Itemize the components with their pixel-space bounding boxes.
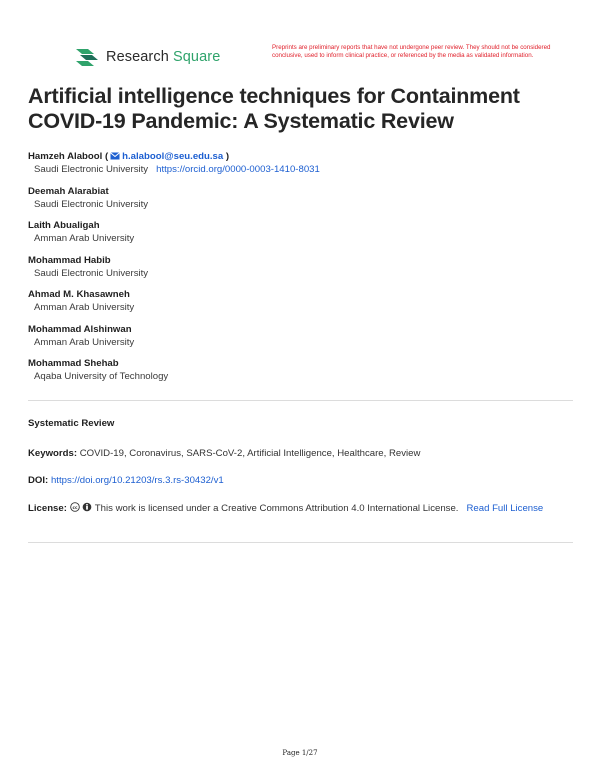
svg-text:cc: cc	[72, 504, 78, 510]
article-type: Systematic Review	[28, 418, 115, 429]
read-full-license-link[interactable]: Read Full License	[466, 503, 544, 514]
email-open-paren: (	[104, 151, 109, 162]
affiliation-text: Saudi Electronic University	[34, 164, 149, 175]
logo-wordmark	[106, 49, 220, 65]
author-email-link[interactable]: h.alabool@seu.edu.sa	[122, 151, 224, 162]
license-label: License:	[28, 503, 67, 514]
author-affiliation: Saudi Electronic University	[34, 267, 149, 279]
research-square-logo[interactable]	[74, 46, 220, 68]
author-name	[28, 150, 578, 163]
keywords-row	[28, 446, 573, 462]
author-affiliation: Aqaba University of Technology	[34, 371, 169, 382]
preprint-notice: Preprints are preliminary reports that have not undergone peer review. They should not be considered conclusive, used to inform clinical practice, or referenced by the media as validated information.	[272, 44, 551, 59]
page-header	[74, 44, 574, 78]
logo-word-research: Research	[106, 49, 169, 65]
envelope-icon	[110, 152, 120, 160]
creative-commons-icon	[70, 502, 80, 512]
author-affiliation: Amman Arab University	[34, 336, 135, 348]
keywords-label: Keywords:	[28, 448, 78, 459]
author-name: Mohammad Habib	[28, 254, 111, 266]
doi-link[interactable]: https://doi.org/10.21203/rs.3.rs-30432/v1	[50, 475, 224, 486]
author-name: Mohammad Alshinwan	[28, 323, 132, 335]
author-affiliation: Amman Arab University	[34, 233, 135, 244]
doi-label: DOI:	[28, 475, 49, 486]
page-number: Page 1/27	[282, 749, 318, 757]
author-name: Deemah Alarabiat	[28, 185, 109, 197]
author-affiliation: Saudi Electronic University	[34, 198, 149, 210]
author-name-text: Hamzeh Alabool	[28, 151, 103, 162]
author-name: Mohammad Shehab	[28, 358, 119, 369]
author-name: Laith Abualigah	[28, 220, 100, 231]
author-affiliation	[28, 163, 578, 185]
section-divider	[28, 400, 573, 401]
attribution-icon	[82, 502, 92, 512]
research-square-logo-icon	[74, 46, 100, 68]
doi-row	[28, 473, 573, 489]
email-close-paren: )	[223, 151, 230, 162]
license-text: This work is licensed under a Creative Commons Attribution 4.0 International License.	[94, 503, 459, 514]
author-affiliation: Amman Arab University	[34, 302, 135, 313]
author-list	[28, 150, 578, 392]
orcid-link[interactable]: https://orcid.org/0000-0003-1410-8031	[156, 164, 320, 175]
logo-word-square: Square	[173, 49, 221, 65]
section-divider	[28, 542, 573, 543]
license-row	[28, 501, 573, 517]
author-name: Ahmad M. Khasawneh	[28, 289, 130, 300]
paper-title: Artificial intelligence techniques for Containment COVID-19 Pandemic: A Systematic Review	[28, 84, 520, 133]
keywords-value: COVID-19, Coronavirus, SARS-CoV-2, Artificial Intelligence, Healthcare, Review	[79, 448, 421, 459]
